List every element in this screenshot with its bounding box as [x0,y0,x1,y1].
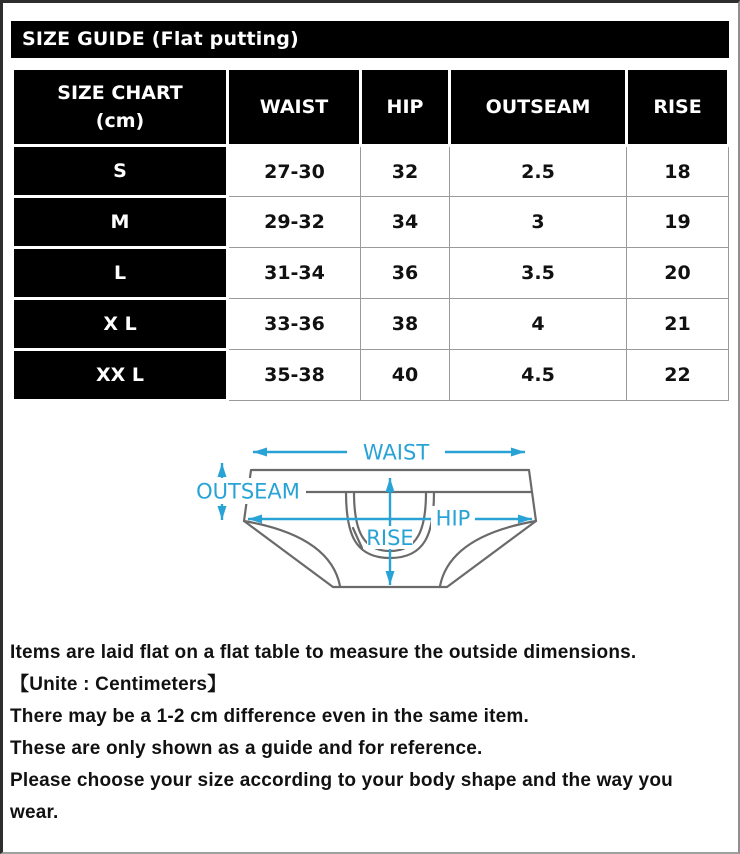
cell-xl-outseam: 4 [450,299,627,350]
waist-label: WAIST [362,440,430,465]
table-row [13,146,729,197]
column-header-rise: RISE [627,69,729,146]
title-bar [11,21,729,58]
size-label-l: L [13,248,228,299]
cell-l-hip: 36 [361,248,450,299]
cell-l-waist: 31-34 [228,248,361,299]
note-line-2: 【Unite : Centimeters】 [10,674,227,695]
note-line-5: Please choose your size according to your body shape and the way you wear. [10,770,673,823]
cell-s-waist: 27-30 [228,146,361,197]
size-label-s: S [13,146,228,197]
outseam-label: OUTSEAM [196,479,300,504]
corner-header-line2: (cm) [95,110,145,132]
cell-m-rise: 19 [627,197,729,248]
table-row [13,248,729,299]
table-row [13,350,729,401]
cell-l-rise: 20 [627,248,729,299]
cell-xl-rise: 21 [627,299,729,350]
corner-header-cell [13,69,228,146]
cell-s-outseam: 2.5 [450,146,627,197]
size-label-m: M [13,197,228,248]
cell-l-outseam: 3.5 [450,248,627,299]
table-header-row [13,69,729,146]
page-title: SIZE GUIDE (Flat putting) [22,28,299,50]
cell-m-hip: 34 [361,197,450,248]
cell-m-waist: 29-32 [228,197,361,248]
size-label-xl: X L [13,299,228,350]
table-row [13,197,729,248]
cell-xxl-outseam: 4.5 [450,350,627,401]
cell-s-hip: 32 [361,146,450,197]
measurement-diagram [140,428,600,613]
cell-xxl-hip: 40 [361,350,450,401]
note-line-4: These are only shown as a guide and for reference. [10,738,483,759]
cell-s-rise: 18 [627,146,729,197]
cell-xl-hip: 38 [361,299,450,350]
cell-m-outseam: 3 [450,197,627,248]
column-header-outseam: OUTSEAM [450,69,627,146]
measurement-arrows [222,452,532,585]
rise-label: RISE [366,526,414,550]
note-line-3: There may be a 1-2 cm difference even in the same item. [10,706,529,727]
cell-xl-waist: 33-36 [228,299,361,350]
cell-xxl-waist: 35-38 [228,350,361,401]
size-label-xxl: XX L [13,350,228,401]
note-line-1: Items are laid flat on a flat table to measure the outside dimensions. [10,642,637,663]
hip-label: HIP [435,506,471,531]
cell-xxl-rise: 22 [627,350,729,401]
table-row [13,299,729,350]
column-header-hip: HIP [361,69,450,146]
notes-block [10,637,722,829]
corner-header-line1: SIZE CHART [57,82,183,104]
column-header-waist: WAIST [228,69,361,146]
size-chart-table [11,67,730,402]
